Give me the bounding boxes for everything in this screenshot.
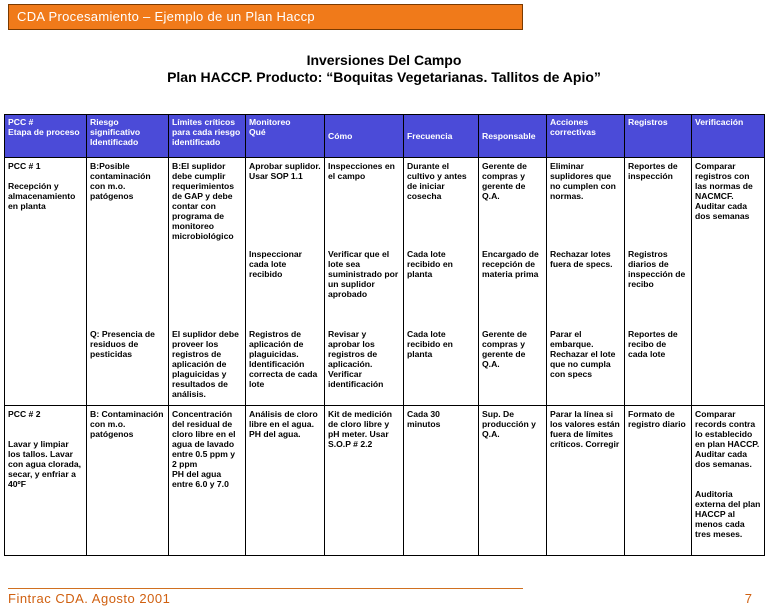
cell-pcc xyxy=(5,158,87,246)
header-monitoreo: Monitoreo Qué xyxy=(246,115,325,158)
cell-acciones: Rechazar lotes fuera de specs. xyxy=(547,246,625,326)
cell-limites: El suplidor debe proveer los registros de aplicación de plaguicidas y resultados de análisis. xyxy=(169,326,246,406)
cell-riesgo: B: Contaminación con m.o. patógenos xyxy=(87,406,169,556)
cell-frecuencia: Durante el cultivo y antes de iniciar cosecha xyxy=(404,158,479,246)
header-acciones: Acciones correctivas xyxy=(547,115,625,158)
cell-riesgo: B:Posible contaminación con m.o. patógenos xyxy=(87,158,169,246)
cell-registros: Formato de registro diario xyxy=(625,406,692,556)
header-verificacion: Verificación xyxy=(692,115,765,158)
page-number: 7 xyxy=(744,591,752,606)
cell-acciones: Parar el embarque. Rechazar el lote que no cumpla con specs xyxy=(547,326,625,406)
cell-frecuencia: Cada lote recibido en planta xyxy=(404,246,479,326)
verification-text: Comparar records contra lo establecido en plan HACCP. Auditar cada dos semanas. xyxy=(695,409,760,469)
slide-banner: CDA Procesamiento – Ejemplo de un Plan Haccp xyxy=(8,4,523,30)
table-row xyxy=(5,158,765,246)
cell-verificacion: Comparar registros con las normas de NACMCF. Auditar cada dos semanas xyxy=(692,158,765,246)
header-riesgo: Riesgo significativo Identificado xyxy=(87,115,169,158)
cell-frecuencia: Cada lote recibido en planta xyxy=(404,326,479,406)
haccp-plan-table xyxy=(4,114,765,556)
cell-verificacion xyxy=(692,406,765,556)
cell-pcc xyxy=(5,246,87,326)
cell-acciones: Eliminar suplidores que no cumplen con normas. xyxy=(547,158,625,246)
header-limites: Límites críticos para cada riesgo identificado xyxy=(169,115,246,158)
verification-text: Auditoria externa del plan HACCP al menos cada tres meses. xyxy=(695,489,761,539)
cell-registros: Reportes de inspección xyxy=(625,158,692,246)
header-como: Cómo xyxy=(325,115,404,158)
cell-riesgo: Q: Presencia de residuos de pesticidas xyxy=(87,326,169,406)
header-row xyxy=(5,115,765,158)
pcc-stage: Recepción y almacenamiento en planta xyxy=(8,181,76,211)
cell-limites: Concentración del residual de cloro libre en el agua de lavado entre 0.5 ppm y 2 ppm PH del agua entre 6.0 y 7.0 xyxy=(169,406,246,556)
cell-como: Inspecciones en el campo xyxy=(325,158,404,246)
cell-verificacion xyxy=(692,326,765,406)
header-pcc: PCC # Etapa de proceso xyxy=(5,115,87,158)
cell-como: Revisar y aprobar los registros de aplicación. Verificar identificación xyxy=(325,326,404,406)
cell-registros: Reportes de recibo de cada lote xyxy=(625,326,692,406)
cell-riesgo xyxy=(87,246,169,326)
header-frecuencia: Frecuencia xyxy=(404,115,479,158)
footer-divider xyxy=(8,588,523,589)
cell-que: Registros de aplicación de plaguicidas. Identificación correcta de cada lote xyxy=(246,326,325,406)
pcc-stage: Lavar y limpiar los tallos. Lavar con agua clorada, secar, y enfriar a 40ºF xyxy=(8,439,82,489)
cell-que: Inspeccionar cada lote recibido xyxy=(246,246,325,326)
cell-que: Análisis de cloro libre en el agua. PH del agua. xyxy=(246,406,325,556)
header-responsable: Responsable xyxy=(479,115,547,158)
cell-pcc xyxy=(5,406,87,556)
cell-limites: B:El suplidor debe cumplir requerimientos de GAP y debe contar con programa de monitoreo microbiológico xyxy=(169,158,246,246)
cell-responsable: Sup. De producción y Q.A. xyxy=(479,406,547,556)
cell-responsable: Encargado de recepción de materia prima xyxy=(479,246,547,326)
cell-acciones: Parar la línea si los valores están fuera de límites críticos. Corregir xyxy=(547,406,625,556)
cell-pcc xyxy=(5,326,87,406)
cell-responsable: Gerente de compras y gerente de Q.A. xyxy=(479,326,547,406)
pcc-number: PCC # 2 xyxy=(8,409,41,419)
title-block xyxy=(0,52,768,86)
pcc-number: PCC # 1 xyxy=(8,161,41,171)
cell-registros: Registros diarios de inspección de recibo xyxy=(625,246,692,326)
company-title: Inversiones Del Campo xyxy=(306,52,462,68)
table-row xyxy=(5,246,765,326)
cell-como: Verificar que el lote sea suministrado por un suplidor aprobado xyxy=(325,246,404,326)
header-registros: Registros xyxy=(625,115,692,158)
table-row xyxy=(5,326,765,406)
cell-frecuencia: Cada 30 minutos xyxy=(404,406,479,556)
cell-como: Kit de medición de cloro libre y pH meter. Usar S.O.P # 2.2 xyxy=(325,406,404,556)
cell-que: Aprobar suplidor. Usar SOP 1.1 xyxy=(246,158,325,246)
table-row xyxy=(5,406,765,556)
footer-text: Fintrac CDA. Agosto 2001 xyxy=(8,591,171,606)
cell-verificacion xyxy=(692,246,765,326)
cell-limites xyxy=(169,246,246,326)
plan-title: Plan HACCP. Producto: “Boquitas Vegetarianas. Tallitos de Apio” xyxy=(167,69,601,85)
cell-responsable: Gerente de compras y gerente de Q.A. xyxy=(479,158,547,246)
